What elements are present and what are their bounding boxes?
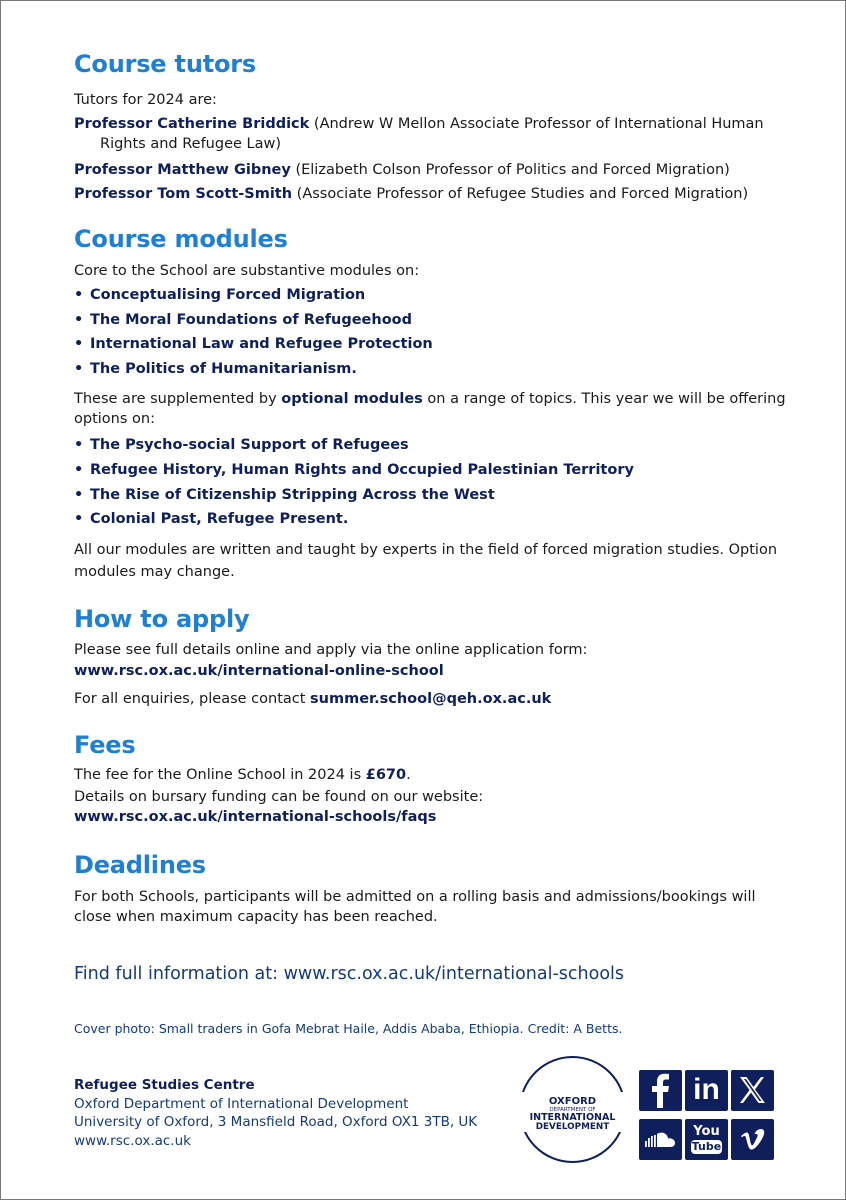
fees-heading: Fees — [74, 731, 136, 759]
optional-intro-continued: options on: — [74, 411, 155, 427]
apply-heading: How to apply — [74, 605, 250, 633]
footer-dept: Oxford Department of International Development — [74, 1095, 409, 1112]
bullet-icon: • — [74, 511, 84, 527]
list-item — [74, 286, 365, 306]
apply-link[interactable] — [74, 662, 444, 682]
apply-url[interactable]: www.rsc.ox.ac.uk/international-online-school — [74, 663, 444, 679]
enquiries-text: For all enquiries, please contact — [74, 691, 311, 707]
apply-text: Please see full details online and apply via the online application form: — [74, 642, 588, 658]
bullet-icon: • — [74, 312, 84, 328]
module-label: The Politics of Humanitarianism. — [90, 361, 357, 377]
deadlines-text: For both Schools, participants will be admitted on a rolling basis and admissions/bookings will — [74, 889, 756, 905]
tutors-intro: Tutors for 2024 are: — [74, 92, 217, 108]
deadlines-heading: Deadlines — [74, 851, 206, 879]
tutor-role: (Elizabeth Colson Professor of Politics and Forced Migration) — [290, 162, 730, 178]
youtube-icon[interactable] — [685, 1119, 728, 1160]
logo-line: INTERNATIONAL — [529, 1112, 616, 1123]
tutor-item — [74, 185, 774, 205]
module-label: Conceptualising Forced Migration — [90, 287, 366, 303]
list-item — [74, 335, 433, 355]
fee-amount: £670 — [365, 767, 407, 783]
tutor-role: (Andrew W Mellon Associate Professor of International Human — [309, 116, 764, 132]
faqs-link[interactable] — [74, 808, 436, 828]
list-item — [74, 486, 495, 506]
fee-period: . — [406, 767, 411, 783]
bullet-icon: • — [74, 336, 84, 352]
deadlines-text-continued: close when maximum capacity has been reached. — [74, 909, 438, 925]
footer-org: Refugee Studies Centre — [74, 1077, 255, 1093]
tutor-name: Professor Catherine Briddick — [74, 116, 310, 132]
module-label: Colonial Past, Refugee Present. — [90, 511, 349, 527]
fee-line — [74, 766, 411, 786]
tutor-item — [74, 115, 774, 154]
optional-modules-label: optional modules — [281, 391, 423, 407]
list-item — [74, 461, 634, 481]
enquiries-line — [74, 690, 551, 710]
module-label: International Law and Refugee Protection — [90, 336, 433, 352]
tutor-role-continued: Rights and Refugee Law) — [100, 135, 282, 152]
bullet-icon: • — [74, 361, 84, 377]
faqs-url[interactable]: www.rsc.ox.ac.uk/international-schools/faqs — [74, 809, 437, 825]
footer-address — [74, 1076, 477, 1150]
bursary-text: Details on bursary funding can be found on our website: — [74, 789, 484, 805]
modules-heading: Course modules — [74, 225, 288, 253]
tutor-role: (Associate Professor of Refugee Studies and Forced Migration) — [292, 186, 749, 202]
logo-line: OXFORD — [548, 1096, 597, 1107]
cover-credit: Cover photo: Small traders in Gofa Mebrat Haile, Addis Ababa, Ethiopia. Credit: A Betts. — [74, 1021, 623, 1036]
youtube-text: You — [693, 1124, 720, 1139]
optional-intro — [74, 390, 786, 410]
linkedin-text: in — [693, 1073, 720, 1106]
bullet-icon: • — [74, 462, 84, 478]
facebook-icon[interactable] — [639, 1070, 682, 1111]
module-label: The Psycho-social Support of Refugees — [90, 437, 409, 453]
modules-closing: All our modules are written and taught by experts in the field of forced migration studies. Option — [74, 542, 778, 558]
tutor-name: Professor Matthew Gibney — [74, 162, 291, 178]
list-item — [74, 311, 412, 331]
optional-intro-text: These are supplemented by — [74, 391, 282, 407]
module-label: The Rise of Citizenship Stripping Across the West — [90, 487, 495, 503]
fee-text: The fee for the Online School in 2024 is — [74, 767, 366, 783]
linkedin-icon[interactable] — [685, 1070, 728, 1111]
modules-closing-continued: modules may change. — [74, 564, 235, 580]
odid-logo — [519, 1056, 626, 1163]
list-item — [74, 510, 348, 530]
find-info-link[interactable]: Find full information at: www.rsc.ox.ac.uk/international-schools — [74, 964, 625, 984]
list-item — [74, 436, 409, 456]
list-item — [74, 360, 357, 380]
footer-web-link[interactable]: www.rsc.ox.ac.uk — [74, 1132, 191, 1149]
tutors-heading: Course tutors — [74, 50, 256, 78]
soundcloud-icon[interactable] — [639, 1119, 682, 1160]
optional-intro-text: on a range of topics. This year we will be offering — [422, 391, 786, 407]
footer-address-line: University of Oxford, 3 Mansfield Road, Oxford OX1 3TB, UK — [74, 1114, 478, 1130]
logo-line: DEPARTMENT OF — [549, 1107, 596, 1113]
module-label: Refugee History, Human Rights and Occupied Palestinian Territory — [90, 462, 634, 478]
vimeo-icon[interactable] — [731, 1119, 774, 1160]
core-intro: Core to the School are substantive modules on: — [74, 263, 420, 279]
x-icon[interactable] — [731, 1070, 774, 1111]
module-label: The Moral Foundations of Refugeehood — [90, 312, 413, 328]
youtube-text: Tube — [691, 1140, 722, 1153]
bullet-icon: • — [74, 437, 84, 453]
logo-line: DEVELOPMENT — [535, 1122, 610, 1132]
tutor-item — [74, 161, 774, 181]
enquiries-email-link[interactable]: summer.school@qeh.ox.ac.uk — [310, 691, 552, 707]
tutor-name: Professor Tom Scott-Smith — [74, 186, 293, 202]
bullet-icon: • — [74, 487, 84, 503]
bullet-icon: • — [74, 287, 84, 303]
